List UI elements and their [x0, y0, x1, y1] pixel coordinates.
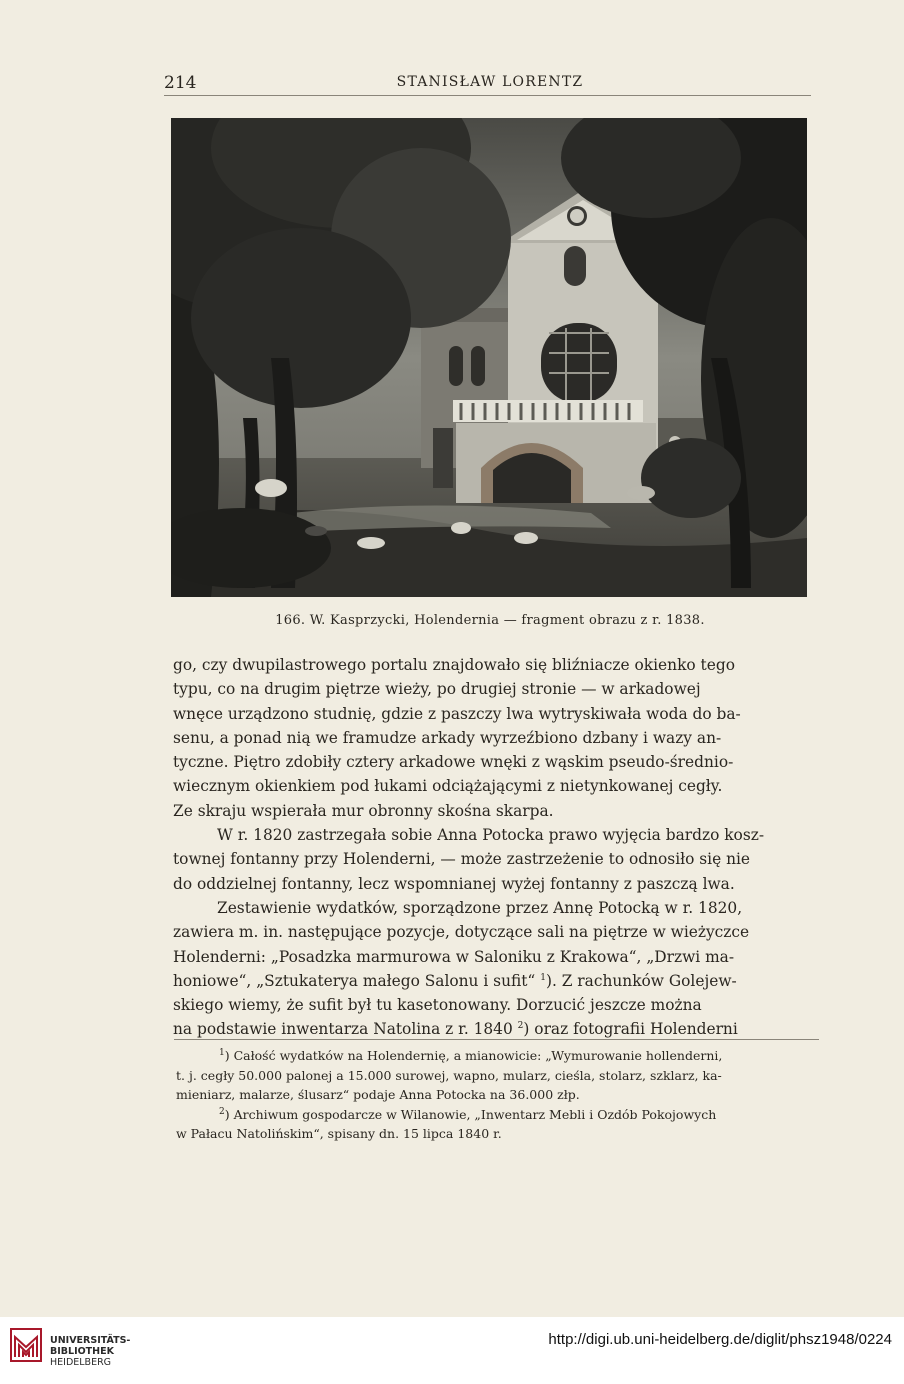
library-name: [50, 1335, 130, 1368]
text-line: wnęce urządzono studnię, gdzie z paszczy lwa wytryskiwała woda do ba-: [173, 704, 741, 723]
text-line: na podstawie inwentarza Natolina z r. 1840: [173, 1020, 518, 1039]
paragraph-2: [173, 823, 819, 896]
footer-bar: [0, 1317, 904, 1384]
text-line: Ze skraju wspierała mur obronny skośna skarpa.: [173, 801, 554, 820]
text-line: go, czy dwupilastrowego portalu znajdowało się bliźniacze okienko tego: [173, 656, 735, 674]
text-line: ) Archiwum gospodarcze w Wilanowie, „Inwentarz Mebli i Ozdób Pokojowych: [224, 1106, 717, 1122]
text-line: townej fontanny przy Holenderni, — może zastrzeżenie to odnosiło się nie: [173, 850, 751, 869]
footnote-mark: 1: [219, 1047, 225, 1058]
painting-illustration: [171, 118, 807, 597]
text-line: do oddzielnej fontanny, lecz wspomnianej wyżej fontanny z paszczą lwa.: [173, 874, 735, 893]
text-line: honiowe“, „Sztukaterya małego Salonu i sufit“: [173, 971, 541, 990]
figure-painting-holendernia: [171, 118, 807, 597]
text-line: ). Z rachunków Golejew-: [545, 971, 737, 990]
text-line: W r. 1820 zastrzegała sobie Anna Potocka prawo wyjęcia bardzo kosz-: [217, 826, 765, 845]
footnote-rule: [174, 1039, 819, 1040]
page-number: 214: [164, 73, 197, 93]
header-rule: [164, 95, 811, 96]
library-name-line: BIBLIOTHEK: [50, 1346, 114, 1357]
paragraph-3: [173, 896, 819, 1042]
body-text: [173, 653, 819, 1042]
text-line: ) oraz fotografii Holenderni: [523, 1020, 738, 1039]
library-name-line: HEIDELBERG: [50, 1357, 112, 1368]
footnotes: [176, 1046, 822, 1144]
text-line: skiego wiemy, że sufit był tu kasetonowany. Dorzucić jeszcze można: [173, 996, 702, 1015]
footnote-2: [176, 1105, 822, 1144]
footnote-1: [176, 1046, 822, 1105]
paragraph-1: [173, 653, 819, 823]
text-line: tyczne. Piętro zdobiły cztery arkadowe wnęki z wąskim pseudo-średnio-: [173, 753, 734, 772]
footnote-ref-2: 2: [517, 1021, 524, 1032]
footnote-ref-1: 1: [540, 972, 546, 983]
footnote-mark: 2: [219, 1106, 225, 1117]
text-line: zawiera m. in. następujące pozycje, dotyczące sali na piętrze w wieżyczce: [173, 923, 750, 942]
text-line: ) Całość wydatków na Holendernię, a mianowicie: „Wymurowanie hollenderni,: [224, 1048, 723, 1063]
running-head: STANISŁAW LORENTZ: [396, 74, 584, 90]
text-line: w Pałacu Natolińskim“, spisany dn. 15 lipca 1840 r.: [176, 1126, 502, 1141]
library-logo-icon: [10, 1328, 42, 1362]
figure-caption: 166. W. Kasprzycki, Holendernia — fragment obrazu z r. 1838.: [275, 613, 705, 628]
text-line: wiecznym okienkiem pod łukami odciążającymi z nietynkowanej cegły.: [173, 777, 723, 796]
text-line: typu, co na drugim piętrze wieży, po drugiej stronie — w arkadowej: [173, 680, 701, 699]
text-line: senu, a ponad nią we framudze arkady wyrzeźbiono dzbany i wazy an-: [173, 728, 722, 747]
library-name-line: UNIVERSITÄTS-: [50, 1335, 131, 1346]
text-line: Holenderni: „Posadzka marmurowa w Saloniku z Krakowa“, „Drzwi ma-: [173, 947, 735, 966]
text-line: Zestawienie wydatków, sporządzone przez Annę Potocką w r. 1820,: [217, 898, 743, 917]
source-url[interactable]: http://digi.ub.uni-heidelberg.de/diglit/phsz1948/0224: [548, 1331, 892, 1348]
text-line: mieniarz, malarze, ślusarz“ podaje Anna Potocka na 36.000 złp.: [176, 1087, 580, 1102]
text-line: t. j. cegły 50.000 palonej a 15.000 surowej, wapno, mularz, cieśla, stolarz, szklarz, ka-: [176, 1067, 722, 1083]
